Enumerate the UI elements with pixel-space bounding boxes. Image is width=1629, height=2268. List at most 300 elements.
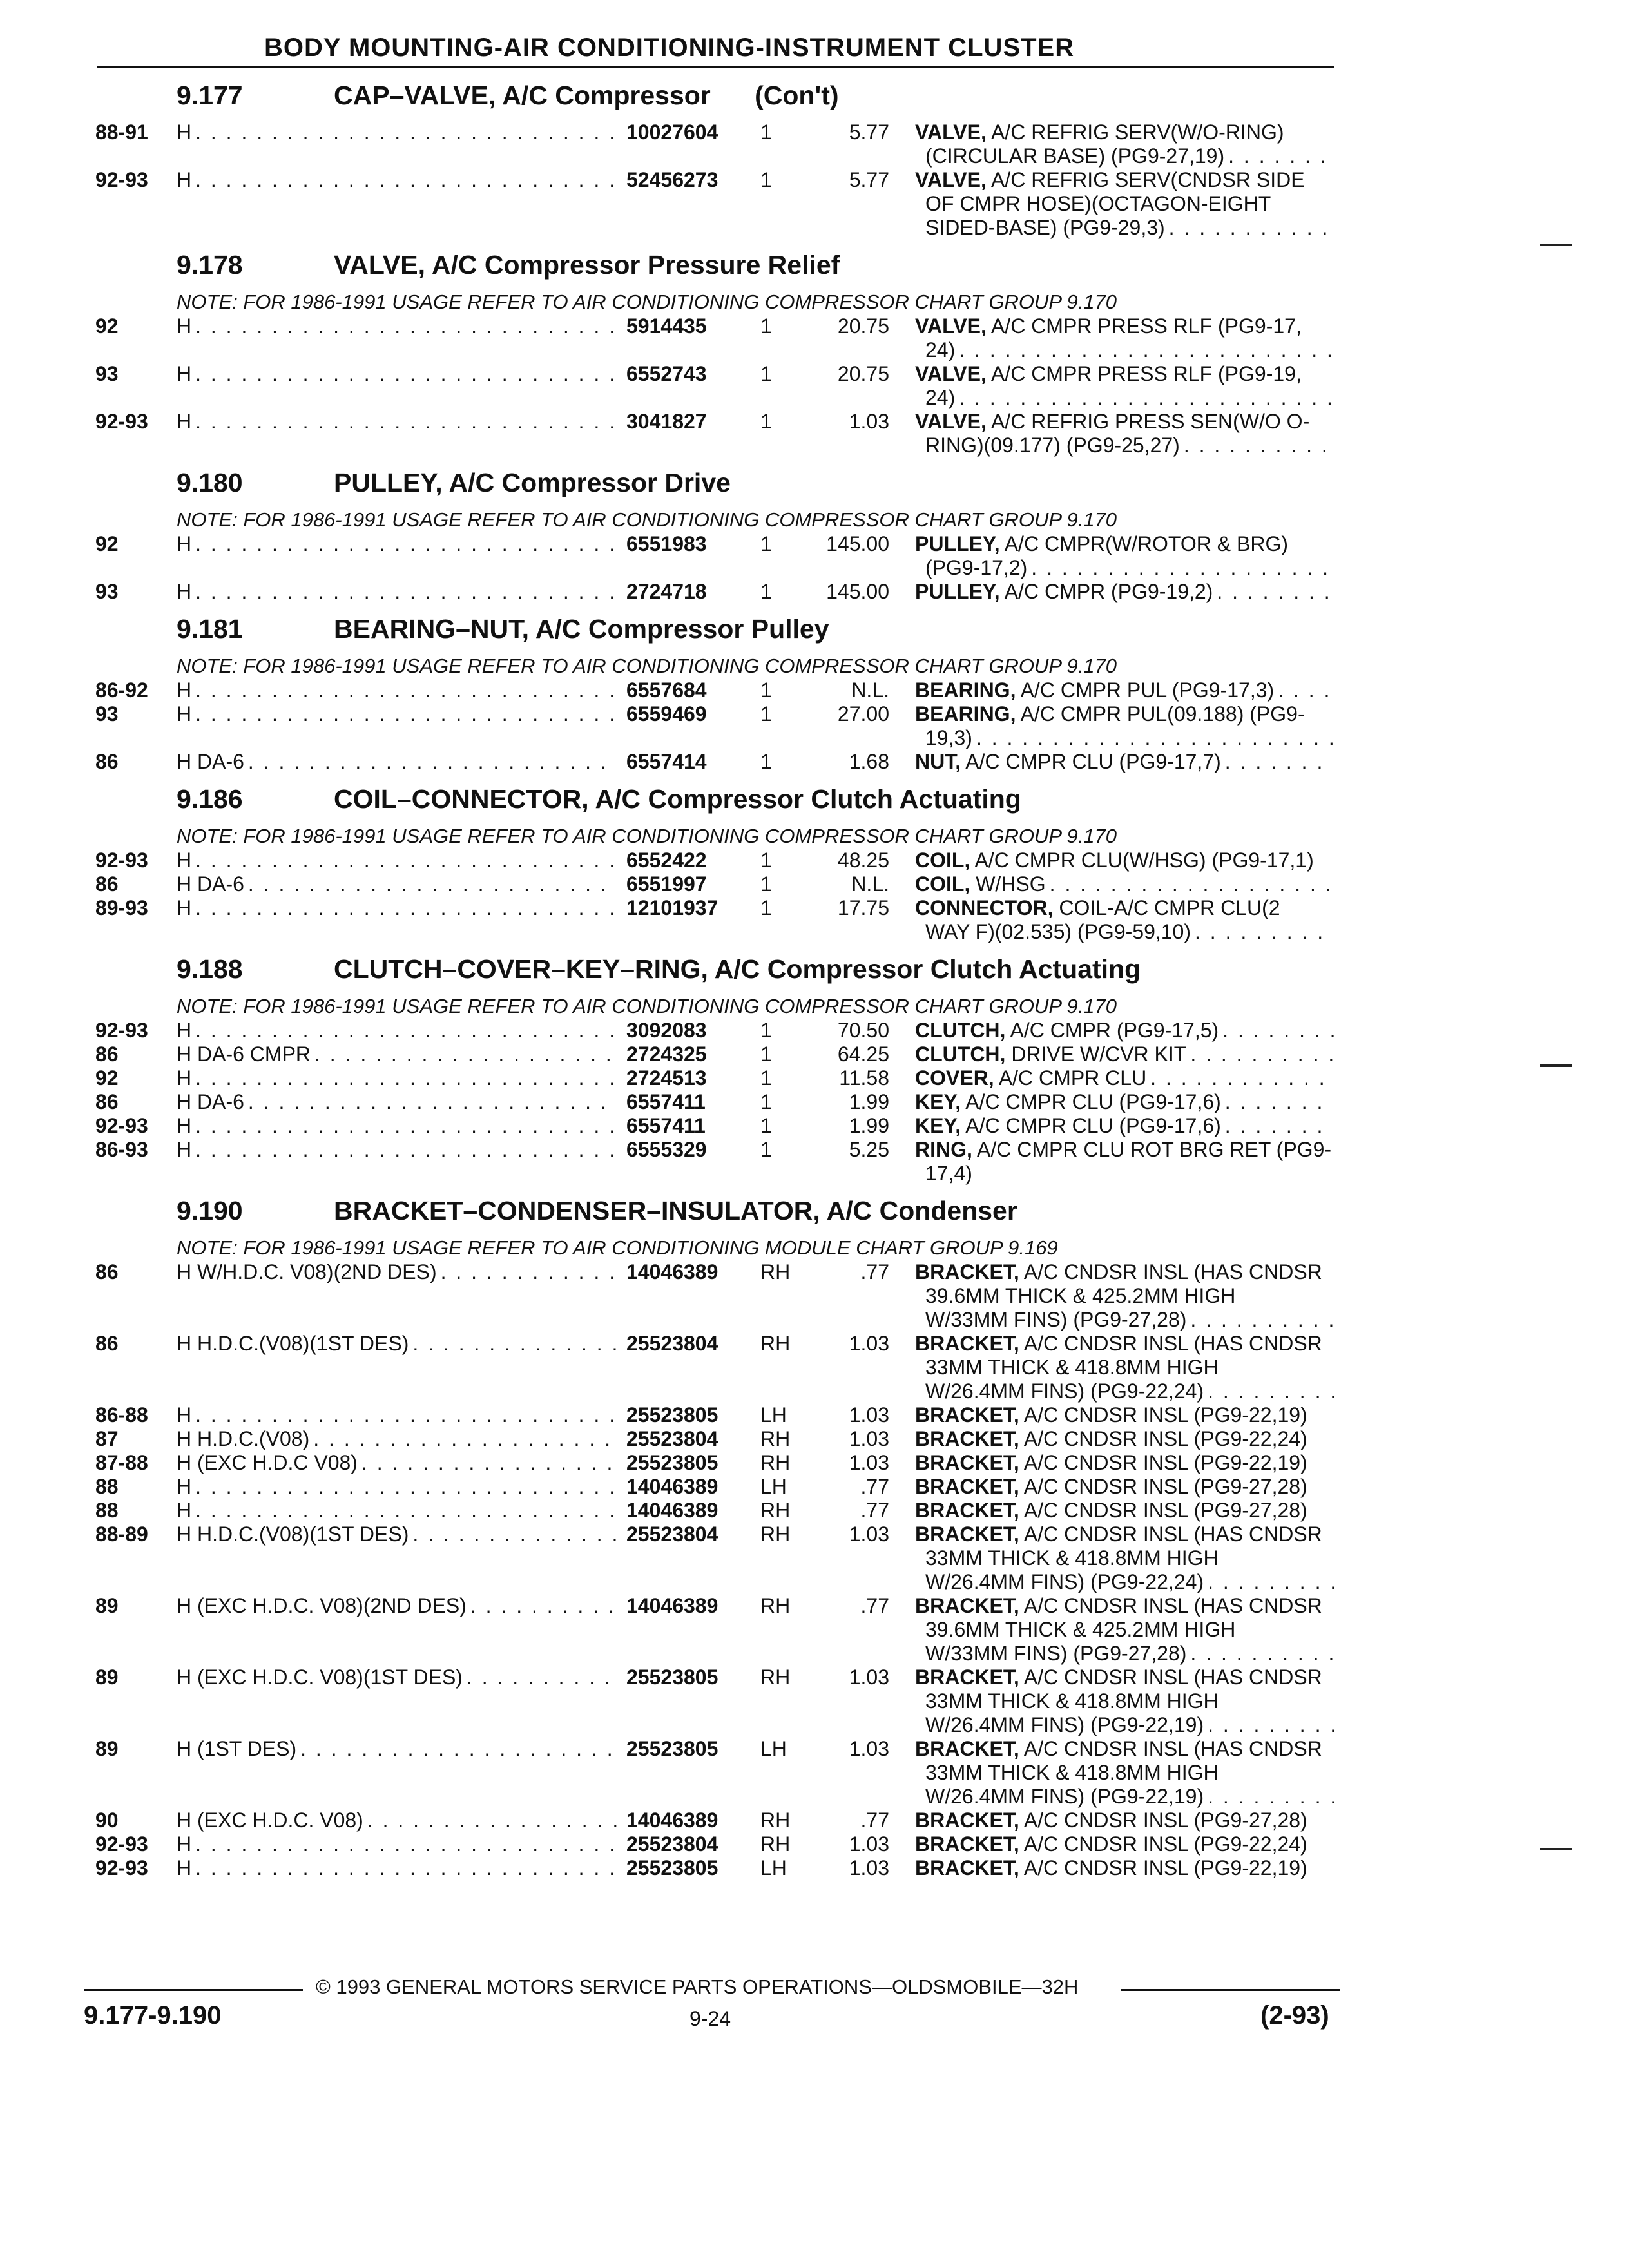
description-text xyxy=(915,1856,1307,1880)
description-continuation xyxy=(95,920,1334,944)
part-number: 14046389 xyxy=(626,1260,718,1283)
usage-note: NOTE: FOR 1986-1991 USAGE REFER TO AIR CONDITIONING MODULE CHART GROUP 9.169 xyxy=(177,1236,1058,1259)
description xyxy=(889,120,1334,144)
description xyxy=(889,362,1334,386)
continuation-text: W/33MM FINS) (PG9-27,28) xyxy=(925,1642,1187,1665)
model-code: H xyxy=(177,896,192,919)
dot-leader xyxy=(195,580,617,604)
continuation-text: SIDED-BASE) (PG9-29,3) xyxy=(925,216,1165,239)
quantity: 1 xyxy=(760,362,772,385)
part-number: 25523805 xyxy=(626,1856,718,1879)
description-continuation xyxy=(95,1618,1334,1642)
description-continuation xyxy=(95,1761,1334,1785)
part-number: 6552743 xyxy=(626,362,707,385)
model-cell xyxy=(177,1832,617,1856)
price: 64.25 xyxy=(837,1043,889,1066)
description xyxy=(889,1260,1334,1284)
quantity: 1 xyxy=(760,702,772,726)
dot-leader xyxy=(1190,1308,1334,1332)
part-row xyxy=(95,120,1339,168)
description-text xyxy=(915,120,1284,144)
price: 1.99 xyxy=(849,1090,889,1113)
price: 1.68 xyxy=(849,750,889,773)
description-text xyxy=(915,750,1221,774)
part-line xyxy=(95,1138,1339,1162)
section-title: CAP–VALVE, A/C Compressor (Con't) xyxy=(334,81,839,110)
price: 1.03 xyxy=(849,410,889,433)
description-detail: A/C CNDSR INSL (PG9-27,28) xyxy=(1023,1475,1307,1498)
part-line xyxy=(95,1260,1339,1284)
part-number: 25523805 xyxy=(626,1451,718,1474)
model-cell xyxy=(177,1856,617,1880)
quantity: 1 xyxy=(760,1090,772,1113)
model-year: 86 xyxy=(95,1332,119,1355)
part-number: 52456273 xyxy=(626,168,718,191)
description xyxy=(889,314,1334,338)
quantity: 1 xyxy=(760,532,772,555)
description xyxy=(889,750,1334,774)
quantity: RH xyxy=(760,1809,791,1832)
part-line xyxy=(95,168,1339,192)
description-continuation xyxy=(95,434,1334,457)
part-number: 6552422 xyxy=(626,849,707,872)
model-cell xyxy=(177,580,617,604)
description xyxy=(889,896,1334,920)
description-text xyxy=(915,896,1280,920)
description-detail: A/C CNDSR INSL (HAS CNDSR xyxy=(1023,1332,1322,1355)
description xyxy=(889,1523,1334,1546)
usage-note: NOTE: FOR 1986-1991 USAGE REFER TO AIR CONDITIONING COMPRESSOR CHART GROUP 9.170 xyxy=(177,825,1117,847)
section-title: VALVE, A/C Compressor Pressure Relief xyxy=(334,250,840,280)
model-year: 92-93 xyxy=(95,849,148,872)
description xyxy=(889,1427,1334,1451)
dot-leader xyxy=(959,338,1334,362)
part-number: 2724513 xyxy=(626,1066,707,1090)
part-line xyxy=(95,1666,1339,1689)
description xyxy=(889,872,1334,896)
description-text xyxy=(915,1019,1219,1043)
dot-leader xyxy=(367,1809,617,1832)
model-code: H xyxy=(177,1856,192,1879)
quantity: 1 xyxy=(760,896,772,919)
description-continuation xyxy=(95,1284,1334,1308)
description-keyword: VALVE, xyxy=(915,362,987,385)
footer-page-number: 9-24 xyxy=(689,2007,731,2030)
dot-leader xyxy=(1190,1043,1334,1066)
model-code: H (1ST DES) xyxy=(177,1737,297,1760)
description-detail: A/C CNDSR INSL (PG9-22,24) xyxy=(1023,1832,1307,1856)
description-detail: A/C CMPR CLU ROT BRG RET (PG9- xyxy=(977,1138,1332,1161)
footer-rule xyxy=(84,1989,303,1991)
dot-leader xyxy=(1184,434,1334,457)
description-keyword: RING, xyxy=(915,1138,972,1161)
continuation-text: W/33MM FINS) (PG9-27,28) xyxy=(925,1308,1187,1331)
quantity: 1 xyxy=(760,410,772,433)
page-header-title: BODY MOUNTING-AIR CONDITIONING-INSTRUMENT CLUSTER xyxy=(264,34,1075,62)
description-continuation xyxy=(95,1162,1334,1186)
model-cell xyxy=(177,1523,617,1546)
price: 1.03 xyxy=(849,1427,889,1450)
part-row xyxy=(95,1138,1339,1186)
price: 1.03 xyxy=(849,1403,889,1427)
description-text xyxy=(915,1427,1307,1451)
price: 5.25 xyxy=(849,1138,889,1161)
part-line xyxy=(95,750,1339,774)
quantity: 1 xyxy=(760,1138,772,1161)
part-line xyxy=(95,1043,1339,1066)
description-continuation xyxy=(95,1642,1334,1666)
dot-leader xyxy=(195,1499,617,1523)
part-row xyxy=(95,849,1339,872)
model-cell xyxy=(177,1019,617,1043)
dot-leader xyxy=(1278,678,1334,702)
model-cell xyxy=(177,1090,617,1114)
description-continuation xyxy=(95,1713,1334,1737)
part-number: 6559469 xyxy=(626,702,707,726)
description-keyword: VALVE, xyxy=(915,410,987,433)
description-continuation xyxy=(95,1689,1334,1713)
quantity: LH xyxy=(760,1475,787,1498)
model-year: 86 xyxy=(95,1260,119,1283)
description-continuation xyxy=(95,1379,1334,1403)
spacer xyxy=(1235,1618,1334,1642)
part-row xyxy=(95,1066,1339,1090)
part-number: 3041827 xyxy=(626,410,707,433)
section-number: 9.188 xyxy=(177,954,243,984)
part-row xyxy=(95,1499,1339,1523)
section-title: PULLEY, A/C Compressor Drive xyxy=(334,468,731,497)
model-cell xyxy=(177,1451,617,1475)
description-keyword: BRACKET, xyxy=(915,1523,1019,1546)
part-number: 25523804 xyxy=(626,1332,718,1355)
description xyxy=(889,849,1334,872)
model-code: H DA-6 xyxy=(177,750,244,773)
price: 1.03 xyxy=(849,1332,889,1355)
price: 27.00 xyxy=(837,702,889,726)
description-keyword: COVER, xyxy=(915,1066,994,1090)
quantity: 1 xyxy=(760,1114,772,1137)
price: 1.03 xyxy=(849,1523,889,1546)
description-keyword: BEARING, xyxy=(915,702,1016,726)
spacer xyxy=(1219,1689,1334,1713)
part-line xyxy=(95,1114,1339,1138)
dot-leader xyxy=(195,314,617,338)
dot-leader xyxy=(195,1403,617,1427)
description-keyword: BRACKET, xyxy=(915,1499,1019,1522)
part-line xyxy=(95,1090,1339,1114)
model-code: H DA-6 xyxy=(177,872,244,896)
model-cell xyxy=(177,702,617,726)
description-detail: A/C CMPR (PG9-19,2) xyxy=(1004,580,1213,603)
dot-leader xyxy=(248,1090,617,1114)
description-text xyxy=(915,532,1288,556)
footer-section-range: 9.177-9.190 xyxy=(84,2001,222,2030)
dot-leader xyxy=(313,1427,617,1451)
price: 17.75 xyxy=(837,896,889,919)
section-heading xyxy=(95,250,1339,290)
description-keyword: BRACKET, xyxy=(915,1809,1019,1832)
part-row xyxy=(95,1332,1339,1403)
description xyxy=(889,1737,1334,1761)
description-text xyxy=(915,168,1305,192)
continuation-text: RING)(09.177) (PG9-25,27) xyxy=(925,434,1180,457)
quantity: 1 xyxy=(760,314,772,338)
model-year: 86 xyxy=(95,1090,119,1113)
description-detail: A/C CMPR CLU xyxy=(998,1066,1147,1090)
model-year: 93 xyxy=(95,362,119,385)
model-code: H xyxy=(177,1499,192,1522)
description-detail: A/C CMPR PRESS RLF (PG9-17, xyxy=(990,314,1302,338)
model-cell xyxy=(177,849,617,872)
description-continuation xyxy=(95,1546,1334,1570)
part-number: 6557684 xyxy=(626,678,707,702)
continuation-text: 24) xyxy=(925,386,956,409)
description xyxy=(889,1832,1334,1856)
model-year: 92-93 xyxy=(95,1019,148,1042)
description-detail: COIL-A/C CMPR CLU(2 xyxy=(1059,896,1280,919)
model-year: 88 xyxy=(95,1499,119,1522)
model-year: 88 xyxy=(95,1475,119,1498)
dot-leader xyxy=(1225,1114,1334,1138)
model-code: H xyxy=(177,1475,192,1498)
description-text xyxy=(915,678,1274,702)
part-row xyxy=(95,1403,1339,1427)
part-number: 6557411 xyxy=(626,1090,706,1113)
model-cell xyxy=(177,362,617,386)
description-text xyxy=(915,1475,1307,1499)
description-detail: A/C CNDSR INSL (PG9-22,19) xyxy=(1023,1451,1307,1474)
description-continuation xyxy=(95,216,1334,240)
part-row xyxy=(95,1019,1339,1043)
continuation-text: (CIRCULAR BASE) (PG9-27,19) xyxy=(925,144,1225,168)
model-code: H DA-6 CMPR xyxy=(177,1043,311,1066)
price: 70.50 xyxy=(837,1019,889,1042)
description-text xyxy=(915,1499,1307,1523)
part-line xyxy=(95,678,1339,702)
section-heading xyxy=(95,1196,1339,1236)
section-title: COIL–CONNECTOR, A/C Compressor Clutch Actuating xyxy=(334,784,1021,814)
section-number: 9.178 xyxy=(177,250,243,280)
dot-leader xyxy=(1169,216,1334,240)
part-number: 6551983 xyxy=(626,532,707,555)
description-text xyxy=(915,1114,1221,1138)
parts-catalog-body xyxy=(95,81,1339,1880)
description xyxy=(889,410,1334,434)
description-detail: A/C CMPR PUL (PG9-17,3) xyxy=(1020,678,1275,702)
dot-leader xyxy=(412,1523,617,1546)
model-year: 88-91 xyxy=(95,120,148,144)
dot-leader xyxy=(195,1475,617,1499)
section-number: 9.180 xyxy=(177,468,243,497)
description xyxy=(889,1594,1334,1618)
description-keyword: BRACKET, xyxy=(915,1666,1019,1689)
description-keyword: BRACKET, xyxy=(915,1403,1019,1427)
part-line xyxy=(95,1332,1339,1356)
description-continuation xyxy=(95,556,1334,580)
part-number: 25523805 xyxy=(626,1403,718,1427)
description-keyword: BEARING, xyxy=(915,678,1016,702)
section-number: 9.190 xyxy=(177,1196,243,1225)
price: .77 xyxy=(860,1260,889,1283)
dot-leader xyxy=(1217,580,1334,604)
model-code: H xyxy=(177,1066,192,1090)
price: 48.25 xyxy=(837,849,889,872)
model-cell xyxy=(177,1666,617,1689)
description xyxy=(889,1066,1334,1090)
dot-leader xyxy=(195,896,617,920)
description-text xyxy=(915,362,1302,386)
description-detail: A/C CNDSR INSL (HAS CNDSR xyxy=(1023,1523,1322,1546)
dot-leader xyxy=(1050,872,1334,896)
description-text xyxy=(915,1451,1307,1475)
dot-leader xyxy=(361,1451,617,1475)
description-keyword: CONNECTOR, xyxy=(915,896,1054,919)
description-keyword: BRACKET, xyxy=(915,1332,1019,1355)
description-continuation xyxy=(95,1308,1334,1332)
dot-leader xyxy=(1195,920,1334,944)
section-heading xyxy=(95,614,1339,654)
description-detail: A/C CNDSR INSL (HAS CNDSR xyxy=(1023,1594,1322,1617)
part-row xyxy=(95,1475,1339,1499)
description-text xyxy=(915,1403,1307,1427)
quantity: RH xyxy=(760,1427,791,1450)
price: .77 xyxy=(860,1594,889,1617)
model-code: H xyxy=(177,849,192,872)
part-line xyxy=(95,314,1339,338)
model-cell xyxy=(177,896,617,920)
quantity: 1 xyxy=(760,1043,772,1066)
dot-leader xyxy=(1190,1642,1334,1666)
description-keyword: BRACKET, xyxy=(915,1594,1019,1617)
part-number: 14046389 xyxy=(626,1809,718,1832)
model-code: H xyxy=(177,1403,192,1427)
margin-mark xyxy=(1540,244,1572,246)
spacer xyxy=(1219,1356,1334,1379)
part-number: 25523805 xyxy=(626,1666,718,1689)
part-number: 14046389 xyxy=(626,1475,718,1498)
dot-leader xyxy=(195,532,617,556)
part-number: 5914435 xyxy=(626,314,707,338)
dot-leader xyxy=(1208,1785,1334,1809)
description xyxy=(889,1043,1334,1066)
part-row xyxy=(95,1260,1339,1332)
description-text xyxy=(915,1523,1322,1546)
part-row xyxy=(95,168,1339,240)
model-year: 86-92 xyxy=(95,678,148,702)
description-text xyxy=(915,1066,1146,1090)
part-row xyxy=(95,1809,1339,1832)
description-keyword: BRACKET, xyxy=(915,1856,1019,1879)
part-row xyxy=(95,314,1339,362)
section-title: CLUTCH–COVER–KEY–RING, A/C Compressor Clutch Actuating xyxy=(334,954,1141,984)
continuation-text: 19,3) xyxy=(925,726,972,749)
part-row xyxy=(95,1594,1339,1666)
description-keyword: BRACKET, xyxy=(915,1260,1019,1283)
description-keyword: KEY, xyxy=(915,1114,961,1137)
price: N.L. xyxy=(851,678,889,702)
model-year: 92 xyxy=(95,1066,119,1090)
description xyxy=(889,1114,1334,1138)
part-number: 25523804 xyxy=(626,1523,718,1546)
model-year: 88-89 xyxy=(95,1523,148,1546)
model-code: H (EXC H.D.C. V08) xyxy=(177,1809,363,1832)
dot-leader xyxy=(1208,1713,1334,1737)
section-heading xyxy=(95,468,1339,508)
description-continuation xyxy=(95,144,1334,168)
part-line xyxy=(95,1019,1339,1043)
model-code: H W/H.D.C. V08)(2ND DES) xyxy=(177,1260,437,1283)
dot-leader xyxy=(972,1162,1334,1186)
dot-leader xyxy=(195,1832,617,1856)
usage-note: NOTE: FOR 1986-1991 USAGE REFER TO AIR CONDITIONING COMPRESSOR CHART GROUP 9.170 xyxy=(177,508,1117,531)
part-line xyxy=(95,1856,1339,1880)
spacer xyxy=(1219,1546,1334,1570)
price: 5.77 xyxy=(849,168,889,191)
dot-leader xyxy=(976,726,1334,750)
description xyxy=(889,1499,1334,1523)
quantity: RH xyxy=(760,1451,791,1474)
model-cell xyxy=(177,314,617,338)
model-cell xyxy=(177,872,617,896)
dot-leader xyxy=(314,1043,617,1066)
model-cell xyxy=(177,168,617,192)
dot-leader xyxy=(1228,144,1334,168)
description-text xyxy=(915,1832,1307,1856)
section-number: 9.181 xyxy=(177,614,243,644)
dot-leader xyxy=(441,1260,617,1284)
description xyxy=(889,168,1334,192)
quantity: RH xyxy=(760,1666,791,1689)
model-code: H xyxy=(177,1019,192,1042)
description-keyword: CLUTCH, xyxy=(915,1043,1006,1066)
part-number: 6551997 xyxy=(626,872,707,896)
model-year: 92-93 xyxy=(95,168,148,191)
description-detail: A/C CMPR CLU(W/HSG) (PG9-17,1) xyxy=(974,849,1314,872)
model-cell xyxy=(177,1066,617,1090)
part-line xyxy=(95,896,1339,920)
model-code: H H.D.C.(V08) xyxy=(177,1427,310,1450)
quantity: LH xyxy=(760,1737,787,1760)
section-title: BRACKET–CONDENSER–INSULATOR, A/C Condenser xyxy=(334,1196,1017,1225)
part-line xyxy=(95,580,1339,604)
dot-leader xyxy=(1225,1090,1334,1114)
model-code: H xyxy=(177,1114,192,1137)
dot-leader xyxy=(195,410,617,434)
continuation-text: W/26.4MM FINS) (PG9-22,19) xyxy=(925,1785,1204,1808)
part-row xyxy=(95,750,1339,774)
part-row xyxy=(95,702,1339,750)
model-year: 86 xyxy=(95,1043,119,1066)
description xyxy=(889,1138,1334,1162)
description-continuation xyxy=(95,1356,1334,1379)
price: 145.00 xyxy=(826,532,889,555)
model-cell xyxy=(177,678,617,702)
dot-leader xyxy=(195,168,617,192)
model-code: H xyxy=(177,410,192,433)
description-text xyxy=(915,702,1305,726)
footer-rule xyxy=(1121,1989,1340,1991)
dot-leader xyxy=(248,872,617,896)
part-line xyxy=(95,410,1339,434)
model-year: 92-93 xyxy=(95,1832,148,1856)
description-keyword: PULLEY, xyxy=(915,532,1000,555)
part-line xyxy=(95,120,1339,144)
dot-leader xyxy=(1150,1066,1334,1090)
model-year: 87-88 xyxy=(95,1451,148,1474)
spacer xyxy=(1271,192,1334,216)
quantity: RH xyxy=(760,1594,791,1617)
usage-note: NOTE: FOR 1986-1991 USAGE REFER TO AIR CONDITIONING COMPRESSOR CHART GROUP 9.170 xyxy=(177,995,1117,1017)
